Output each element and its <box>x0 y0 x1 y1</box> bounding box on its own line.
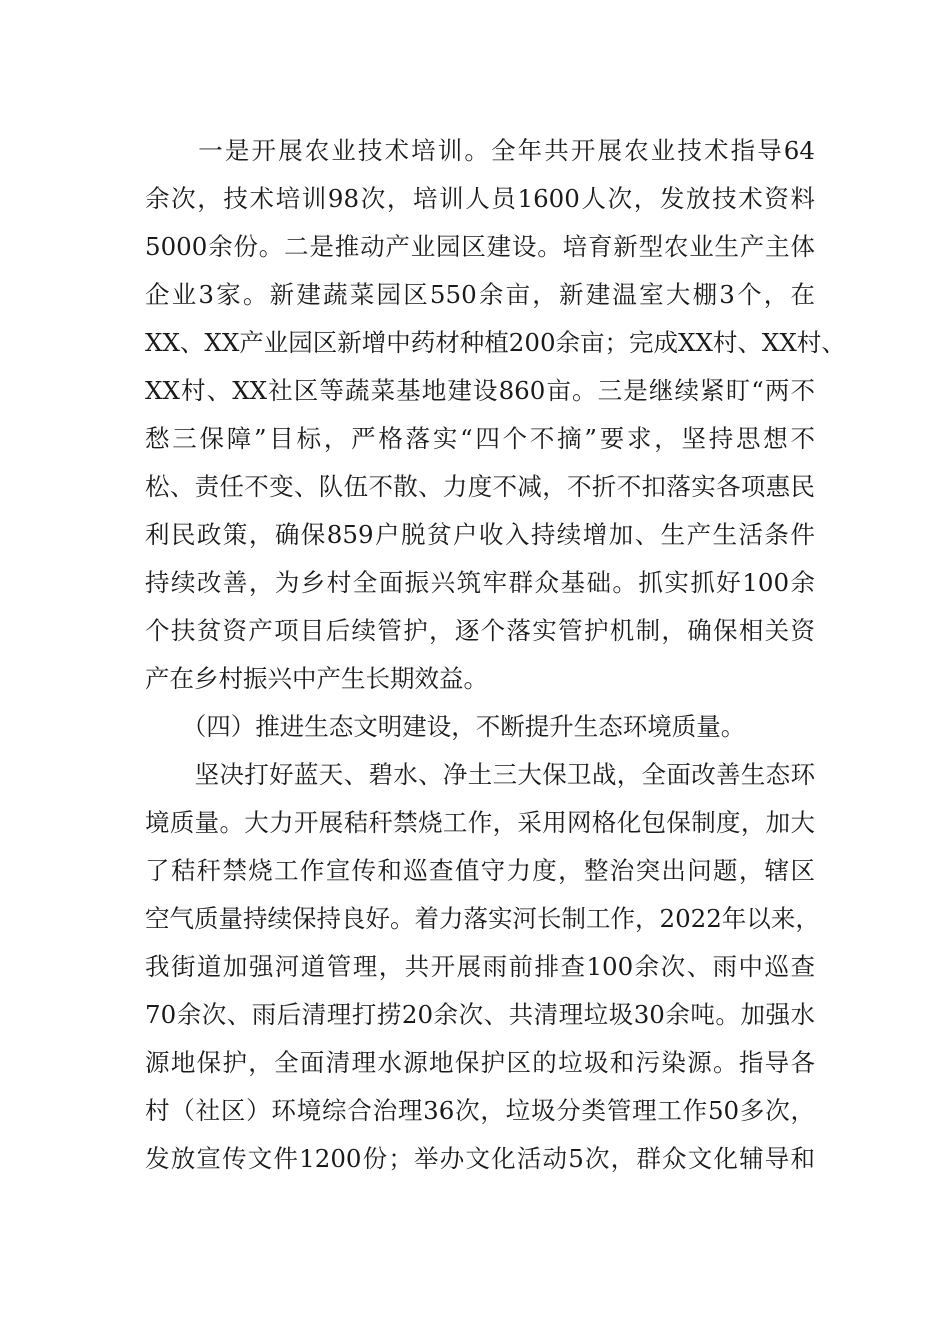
text-line: XX村、XX社区等蔬菜基地建设860亩。三是继续紧盯“两不 <box>145 376 815 405</box>
text-line: 空气质量持续保持良好。着力落实河长制工作，2022年以来， <box>145 904 820 933</box>
text-line: 松、责任不变、队伍不散、力度不减，不折不扣落实各项惠民 <box>145 472 815 501</box>
text-line: 我街道加强河道管理，共开展雨前排查100余次、雨中巡查 <box>145 952 815 981</box>
text-line: 源地保护，全面清理水源地保护区的垃圾和污染源。指导各 <box>145 1048 815 1077</box>
text-line: 境质量。大力开展秸秆禁烧工作，采用网格化包保制度，加大 <box>145 808 815 837</box>
text-line: 企业3家。新建蔬菜园区550余亩，新建温室大棚3个，在 <box>145 280 815 309</box>
text-line: 个扶贫资产项目后续管护，逐个落实管护机制，确保相关资 <box>145 616 815 645</box>
text-line: 坚决打好蓝天、碧水、净土三大保卫战，全面改善生态环 <box>145 760 815 789</box>
text-line: 利民政策，确保859户脱贫户收入持续增加、生产生活条件 <box>145 520 815 549</box>
text-line: 持续改善，为乡村全面振兴筑牢群众基础。抓实抓好100余 <box>145 568 815 597</box>
text-line: 5000余份。二是推动产业园区建设。培育新型农业生产主体 <box>145 232 815 261</box>
text-line: 余次，技术培训98次，培训人员1600人次，发放技术资料 <box>145 184 815 213</box>
text-line: XX、XX产业园区新增中药材种植200余亩；完成XX村、XX村、 <box>145 328 846 357</box>
section-heading: （四）推进生态文明建设，不断提升生态环境质量。 <box>145 712 746 741</box>
text-line: 愁三保障”目标，严格落实“四个不摘”要求，坚持思想不 <box>145 424 815 453</box>
text-line: 村（社区）环境综合治理36次，垃圾分类管理工作50多次， <box>145 1096 815 1125</box>
text-line: 70余次、雨后清理打捞20余次、共清理垃圾30余吨。加强水 <box>145 1000 815 1029</box>
text-line: 一是开展农业技术培训。全年共开展农业技术指导64 <box>145 136 815 165</box>
text-line: 产在乡村振兴中产生长期效益。 <box>145 664 488 693</box>
text-line: 了秸秆禁烧工作宣传和巡查值守力度，整治突出问题，辖区 <box>145 856 815 885</box>
text-line: 发放宣传文件1200份；举办文化活动5次，群众文化辅导和 <box>145 1144 815 1173</box>
